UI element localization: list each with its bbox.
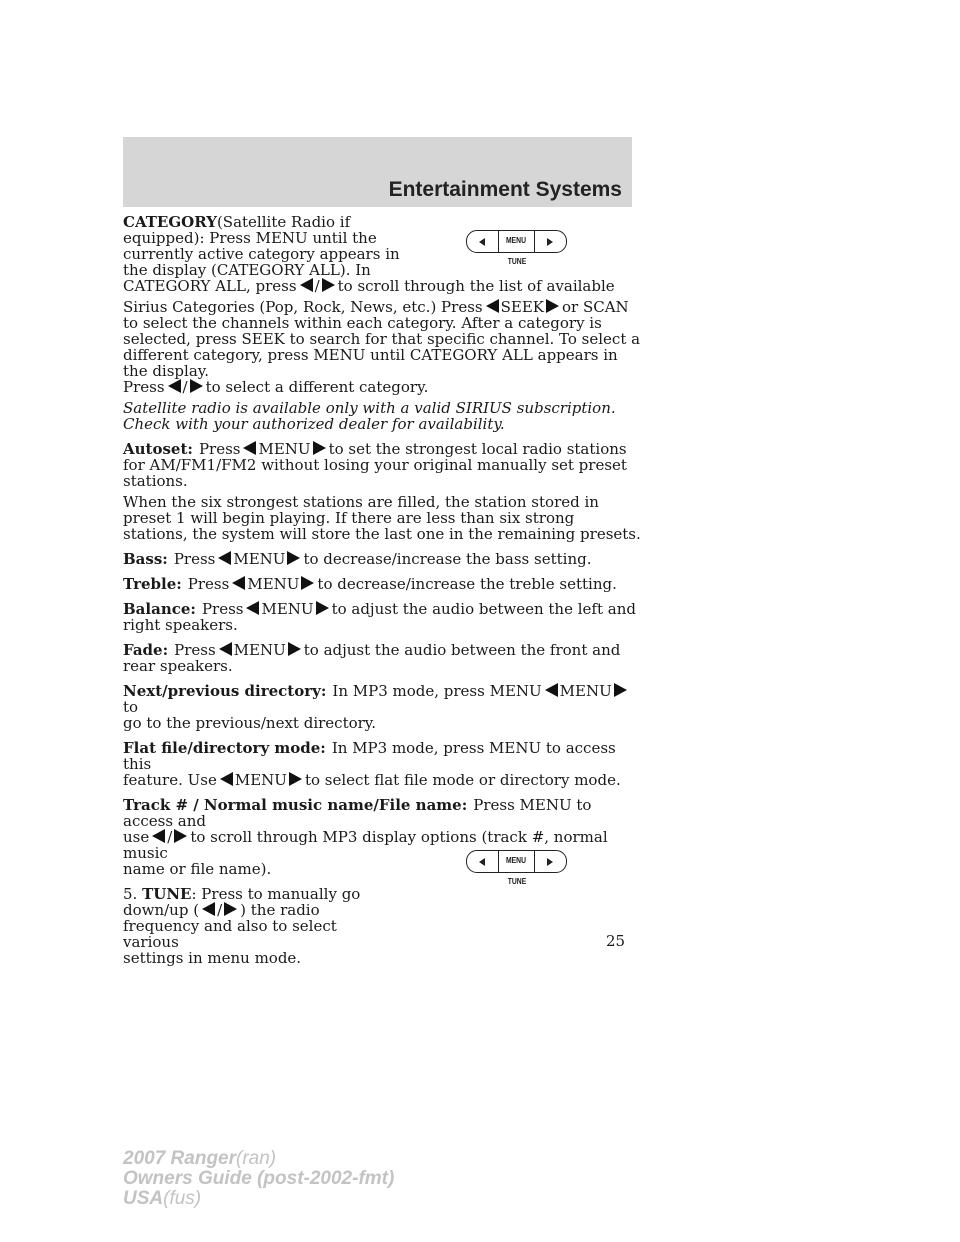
right-arrow-icon [174,829,187,843]
treble-paragraph: Treble: Press MENU to decrease/increase the treble setting. [123,575,617,593]
right-arrow-icon [614,683,627,697]
left-arrow-icon [220,772,233,786]
body-text [123,214,643,975]
autoset-paragraph: Autoset: Press MENU to set the strongest local radio stations for AM/FM1/FM2 without losing your original manually set preset stations. [123,440,627,490]
right-arrow-icon [289,772,302,786]
directory-paragraph: Next/previous directory: In MP3 mode, press MENU MENUto go to the previous/next directory. [123,683,643,731]
header-band [123,137,632,207]
track-paragraph: Track # / Normal music name/File name: Press MENU to access and use / to scroll through MP3 display options (track #, normal music name or file name). [123,796,608,878]
page-number: 25 [606,932,626,950]
seek-left-icon [300,278,313,292]
left-arrow-icon [219,642,232,656]
left-arrow-icon [243,441,256,455]
left-arrow-icon [218,551,231,565]
right-arrow-icon [224,902,237,916]
tune-label: TUNE [507,257,527,266]
category-paragraph-cont: Sirius Categories (Pop, Rock, News, etc.) Press SEEK or SCAN to select the channels within each category. After a category is selected, press SEEK to search for that specific channel. To select a different category, press MENU until CATEGORY ALL appears in the display. Press / to select a different category. [123,298,641,396]
left-arrow-icon [246,601,259,615]
seek-right-icon [322,278,335,292]
right-arrow-icon [288,642,301,656]
fade-paragraph: Fade: Press MENU to adjust the audio between the front and rear speakers. [123,641,621,675]
section-title: Entertainment Systems [388,178,622,201]
menu-label: MENU [505,856,527,865]
right-arrow-icon [287,551,300,565]
left-arrow-icon [152,829,165,843]
flatfile-paragraph: Flat file/directory mode: In MP3 mode, press MENU to access this feature. Use MENU to select flat file mode or directory mode. [123,739,621,789]
tune-label: TUNE [507,877,527,886]
autoset-paragraph-2: When the six strongest stations are filled, the station stored in preset 1 will begin playing. If there are less than six strong stations, the system will store the last one in the remaining presets. [123,493,641,543]
seek-right-icon [546,299,559,313]
bass-paragraph: Bass: Press MENU to decrease/increase the bass setting. [123,550,592,568]
right-arrow-icon [301,576,314,590]
satellite-note: Satellite radio is available only with a valid SIRIUS subscription. Check with your authorized dealer for availability. [123,399,616,433]
tune-paragraph: 5. TUNE: Press to manually go down/up ( / ) the radio frequency and also to select various settings in menu mode. [123,885,361,967]
seek-left-icon [168,379,181,393]
menu-label: MENU [505,236,527,245]
right-arrow-icon [316,601,329,615]
left-arrow-icon [202,902,215,916]
seek-right-icon [190,379,203,393]
category-paragraph: CATEGORY(Satellite Radio if equipped): Press MENU until the currently active category appears in the display (CATEGORY ALL). In CATEGORY ALL, press / to scroll through the list of available [123,213,615,295]
balance-paragraph: Balance: Press MENU to adjust the audio between the left and right speakers. [123,600,636,634]
seek-left-icon [486,299,499,313]
category-term: CATEGORY [123,213,217,231]
right-arrow-icon [313,441,326,455]
footer: 2007 Ranger(ran) Owners Guide (post-2002-fmt) USA(fus) [123,1148,395,1209]
left-arrow-icon [232,576,245,590]
left-arrow-icon [545,683,558,697]
